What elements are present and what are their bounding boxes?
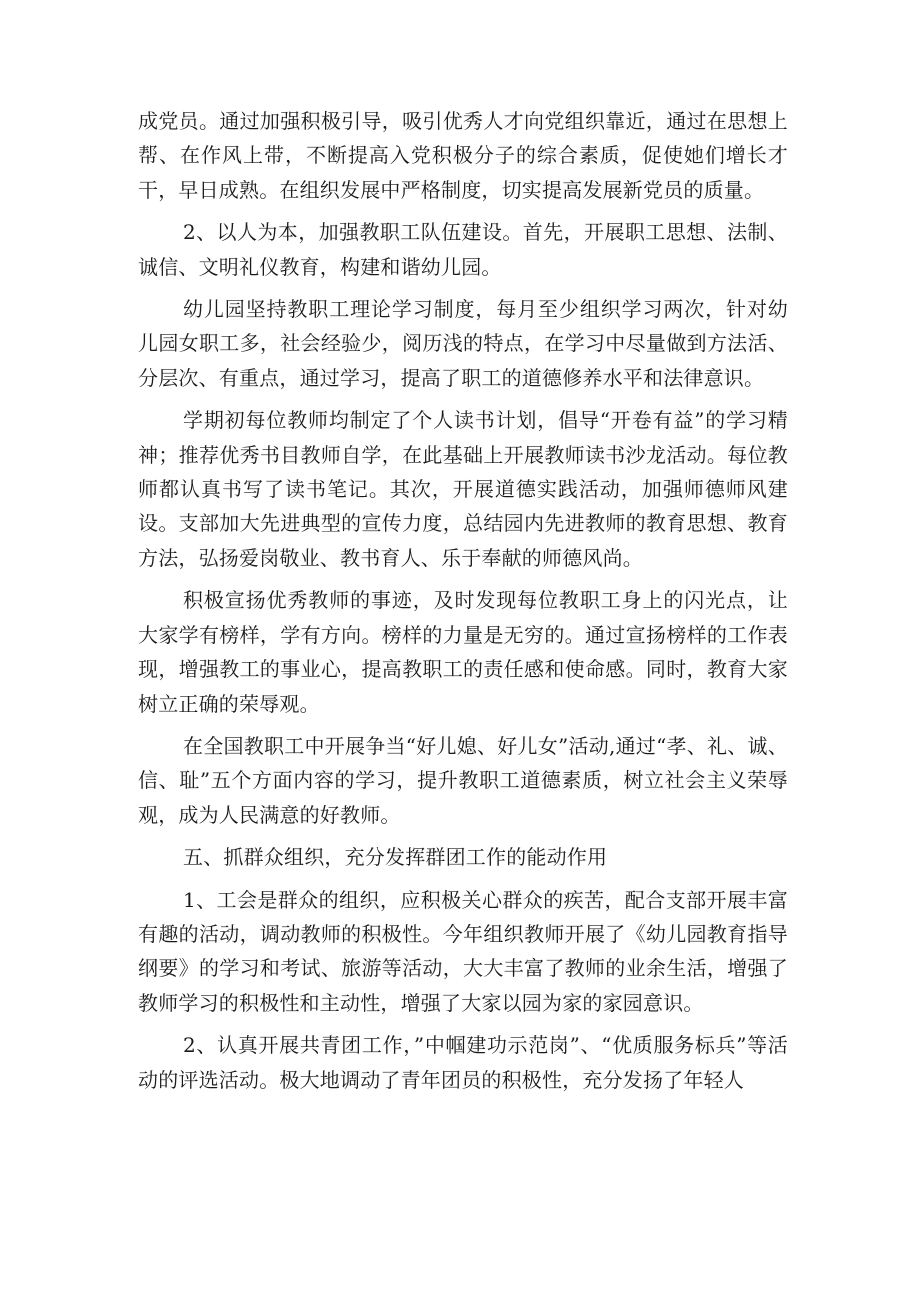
paragraph-role-models: 积极宣扬优秀教师的事迹，及时发现每位教职工身上的闪光点，让大家学有榜样，学有方向。榜样的力量是无穷的。通过宣扬榜样的工作表现，增强教工的事业心，提高教职工的责任感和使命感。同时，教育大家树立正确的荣辱观。	[138, 588, 788, 716]
paragraph-party-development: 成党员。通过加强积极引导，吸引优秀人才向党组织靠近，通过在思想上帮、在作风上带，不断提高入党积极分子的综合素质，促使她们增长才干，早日成熟。在组织发展中严格制度，切实提高发展新党员的质量。	[138, 109, 788, 202]
paragraph-youth-league: 2、认真开展共青团工作，”中帼建功示范岗”、“优质服务标兵”等活动的评选活动。极大地调动了青年团员的积极性，充分发扬了年轻人	[138, 1033, 788, 1092]
paragraph-good-daughter-activity: 在全国教职工中开展争当“好儿媳、好儿女”活动,通过“孝、礼、诚、信、耻”五个方面内容的学习，提升教职工道德素质，树立社会主义荣辱观，成为人民满意的好教师。	[138, 733, 788, 827]
paragraph-staff-building: 2、以人为本，加强教职工队伍建设。首先，开展职工思想、法制、诚信、文明礼仪教育，构建和谐幼儿园。	[138, 220, 788, 279]
section-heading-mass-organizations: 五、抓群众组织，充分发挥群团工作的能动作用	[183, 845, 608, 870]
document-body	[138, 104, 788, 1105]
paragraph-reading-plan: 学期初每位教师均制定了个人读书计划，倡导“开卷有益”的学习精神；推荐优秀书目教师自学，在此基础上开展教师读书沙龙活动。每位教师都认真书写了读书笔记。其次，开展道德实践活动，加强师德师风建设。支部加大先进典型的宣传力度，总结园内先进教师的教育思想、教育方法，弘扬爱岗敬业、教书育人、乐于奉献的师德风尚。	[138, 408, 788, 570]
paragraph-theory-study: 幼儿园坚持教职工理论学习制度，每月至少组织学习两次，针对幼儿园女职工多，社会经验少，阅历浅的特点，在学习中尽量做到方法活、分层次、有重点，通过学习，提高了职工的道德修养水平和法律意识。	[138, 297, 788, 390]
paragraph-trade-union: 1、工会是群众的组织，应积极关心群众的疾苦，配合支部开展丰富有趣的活动，调动教师的积极性。今年组织教师开展了《幼儿园教育指导纲要》的学习和考试、旅游等活动，大大丰富了教师的业余生活，增强了教师学习的积极性和主动性，增强了大家以园为家的家园意识。	[138, 887, 788, 1015]
